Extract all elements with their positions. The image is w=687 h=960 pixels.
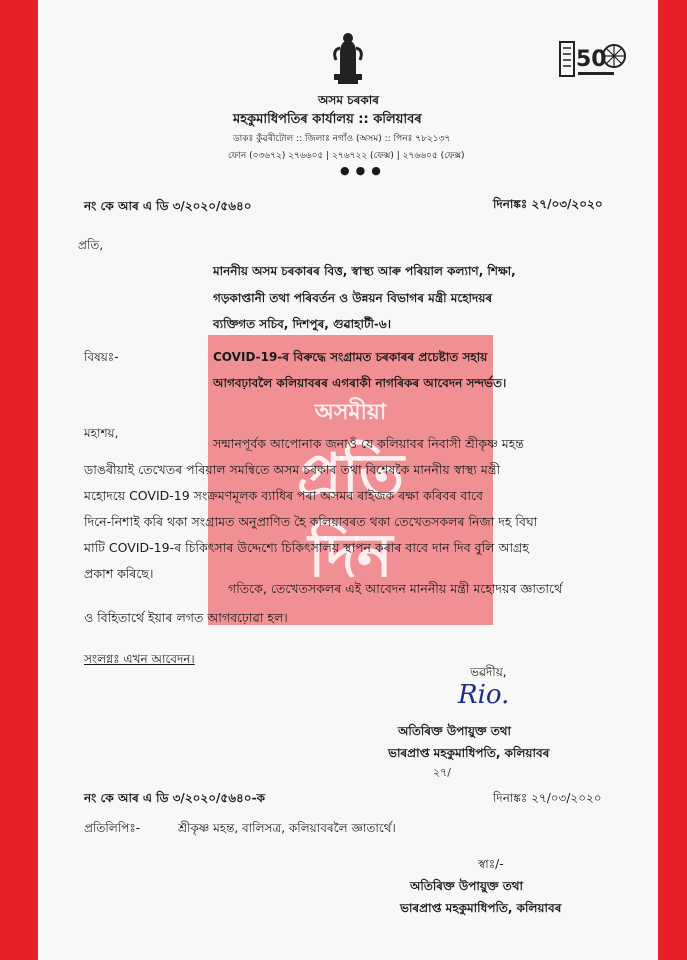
govt-name: অসম চৰকাৰ bbox=[318, 93, 380, 107]
salutation: মহাশয়, bbox=[84, 426, 119, 440]
copy-reference-number: নং কে আৰ এ ডি ৩/২০২০/৫৬৪০-ক bbox=[84, 791, 265, 805]
copy-date: দিনাঙ্কঃ ২৭/০৩/২০২০ bbox=[493, 791, 602, 805]
office-name: মহকুমাধিপতিৰ কাৰ্যালয় :: কলিয়াবৰ bbox=[233, 112, 422, 127]
signatory-title-1: অতিৰিক্ত উপায়ুক্ত তথা bbox=[398, 724, 511, 738]
body-line-2: ডাঙৰীয়াই তেখেতৰ পৰিয়াল সমন্বিতে অসম চৰকাৰ তথা বিশেষকৈ মাননীয় স্বাস্থ্য মন্ত্ৰী bbox=[84, 462, 501, 477]
subject-line-2: আগবঢ়াবলৈ কলিয়াবৰৰ এগৰাকী নাগৰিকৰ আবেদন সন্দৰ্ভত। bbox=[213, 376, 507, 390]
letter-date: দিনাঙ্কঃ ২৭/০৩/২০২০ bbox=[493, 197, 603, 211]
copy-signatory-title-2: ভাৰপ্ৰাপ্ত মহকুমাধিপতি, কলিয়াবৰ bbox=[400, 901, 562, 915]
subject-line-1: COVID-19-ৰ বিৰুদ্ধে সংগ্ৰামত চৰকাৰৰ প্ৰচেষ্টাত সহায় bbox=[213, 350, 488, 364]
anniversary-badge-text: 50 bbox=[576, 47, 607, 72]
to-label: প্ৰতি, bbox=[78, 238, 104, 252]
body-line-5: মাটি COVID-19-ৰ চিকিৎসাৰ উদ্দেশ্যে চিকিৎসালয় স্থাপন কৰাৰ বাবে দান দিব বুলি আগ্ৰহ bbox=[84, 540, 529, 555]
office-address: ডাকঃ কুঁৱৰীটোল :: জিলাঃ নগাঁও (অসম) :: পিনঃ ৭৮২১৩৭ bbox=[233, 134, 451, 144]
body2-line-1: গতিকে, তেখেতসকলৰ এই আবেদন মাননীয় মন্ত্ৰী মহোদয়ৰ জ্ঞাতাৰ্থে bbox=[228, 581, 563, 596]
letter-sheet bbox=[38, 0, 658, 960]
recipient-line-2: গড়কাপ্তানী তথা পৰিবৰ্তন ও উন্নয়ন বিভাগৰ মন্ত্ৰী মহোদয়ৰ bbox=[213, 291, 493, 305]
watermark-line-2: প্ৰতি bbox=[297, 441, 404, 511]
state-emblem-icon bbox=[328, 30, 368, 86]
recipient-line-1: মাননীয় অসম চৰকাৰৰ বিত্ত, স্বাস্থ্য আৰু পৰিয়াল কল্যাণ, শিক্ষা, bbox=[213, 264, 516, 278]
subject-label: বিষয়ঃ- bbox=[84, 350, 119, 364]
copy-recipient: শ্ৰীকৃষ্ণ মহন্ত, বালিসত্ৰ, কলিয়াবৰলৈ জ্ঞাতাৰ্থে। bbox=[178, 821, 396, 835]
signature-initial: ২৭/ bbox=[433, 766, 452, 779]
body-line-4: দিনে-নিশাই কৰি থকা সংগ্ৰামত অনুপ্ৰাণিত হৈ কলিয়াবৰত থকা তেখেতসকলৰ নিজা দহ বিঘা bbox=[84, 514, 538, 529]
copy-label: প্ৰতিলিপিঃ- bbox=[84, 821, 141, 835]
header-dots: ●●● bbox=[340, 164, 387, 177]
anniversary-logo-icon bbox=[558, 38, 628, 80]
recipient-line-3: ব্যক্তিগত সচিব, দিশপুৰ, গুৱাহাটী-৬। bbox=[213, 317, 391, 331]
body-line-6: প্ৰকাশ কৰিছে। bbox=[84, 566, 154, 581]
body2-line-2: ও বিহিতাৰ্থে ইয়াৰ লগত আগবঢ়োৱা হল। bbox=[84, 610, 288, 625]
body-line-1: সন্মানপূৰ্বক আপোনাক জনাওঁ যে কলিয়াবৰ নিবাসী শ্ৰীকৃষ্ণ মহন্ত bbox=[213, 436, 524, 451]
reference-number: নং কে আৰ এ ডি ৩/২০২০/৫৬৪০ bbox=[84, 199, 252, 213]
watermark-line-1: অসমীয়া bbox=[314, 400, 387, 425]
body-line-3: মহোদয়ে COVID-19 সংক্ৰমণমূলক ব্যাধিৰ পৰা অসমৰ ৰাইজক ৰক্ষা কৰিবৰ বাবে bbox=[84, 488, 483, 503]
signatory-title-2: ভাৰপ্ৰাপ্ত মহকুমাধিপতি, কলিয়াবৰ bbox=[388, 746, 550, 760]
enclosure: সংলগ্নঃ এখন আবেদন। bbox=[84, 652, 195, 666]
closing: ভৱদীয়, bbox=[470, 665, 507, 679]
signature: Rio. bbox=[458, 680, 510, 710]
copy-signatory-title-1: অতিৰিক্ত উপায়ুক্ত তথা bbox=[410, 879, 523, 893]
office-phones: ফোন (০৩৬৭২) ২৭৬৬০৫ | ২৭৬৭২২ (ফেক্স) | ২৭৬৬০৫ (ফেক্স) bbox=[228, 151, 465, 161]
signed-mark: স্বাঃ/- bbox=[478, 857, 504, 871]
watermark-line-3: দিন bbox=[308, 521, 393, 591]
